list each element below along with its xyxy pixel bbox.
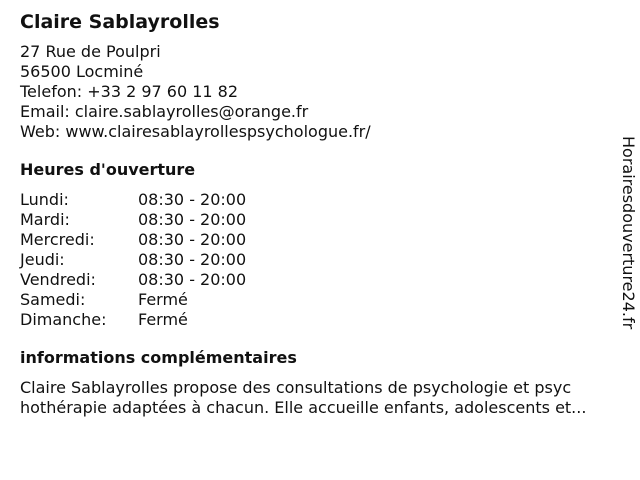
hours-day: Mardi: xyxy=(20,210,70,229)
hours-row-mercredi xyxy=(20,230,612,250)
hours-row-samedi xyxy=(20,290,612,310)
hours-row-vendredi xyxy=(20,270,612,290)
hours-row-lundi xyxy=(20,190,612,210)
website-text: Web: www.clairesablayrollespsychologue.fr/ xyxy=(20,122,371,141)
hours-day: Samedi: xyxy=(20,290,86,309)
hours-day: Vendredi: xyxy=(20,270,96,289)
email-text: Email: claire.sablayrolles@orange.fr xyxy=(20,102,309,121)
hours-day: Mercredi: xyxy=(20,230,95,249)
hours-title: Heures d'ouverture xyxy=(20,160,196,179)
contact-block xyxy=(20,42,612,142)
description-line-2: hothérapie adaptées à chacun. Elle accueille enfants, adolescents et... xyxy=(20,398,587,417)
phone-text: Telefon: +33 2 97 60 11 82 xyxy=(20,82,239,101)
hours-time: 08:30 - 20:00 xyxy=(138,270,247,289)
hours-time: 08:30 - 20:00 xyxy=(138,230,247,249)
hours-table xyxy=(20,190,612,330)
hours-time: 08:30 - 20:00 xyxy=(138,210,247,229)
hours-row-jeudi xyxy=(20,250,612,270)
address-street: 27 Rue de Poulpri xyxy=(20,42,161,61)
hours-time: 08:30 - 20:00 xyxy=(138,250,247,269)
description xyxy=(20,378,612,418)
business-name: Claire Sablayrolles xyxy=(20,11,220,33)
hours-day: Dimanche: xyxy=(20,310,107,329)
hours-row-dimanche xyxy=(20,310,612,330)
hours-row-mardi xyxy=(20,210,612,230)
hours-time: Fermé xyxy=(138,310,188,329)
description-line-1: Claire Sablayrolles propose des consultations de psychologie et psyc xyxy=(20,378,572,397)
hours-time: 08:30 - 20:00 xyxy=(138,190,247,209)
hours-day: Jeudi: xyxy=(20,250,65,269)
business-card xyxy=(20,10,612,418)
info-title: informations complémentaires xyxy=(20,348,297,367)
hours-time: Fermé xyxy=(138,290,188,309)
hours-day: Lundi: xyxy=(20,190,69,209)
address-city: 56500 Locminé xyxy=(20,62,144,81)
site-watermark: Horairesdouverture24.fr xyxy=(619,136,638,330)
